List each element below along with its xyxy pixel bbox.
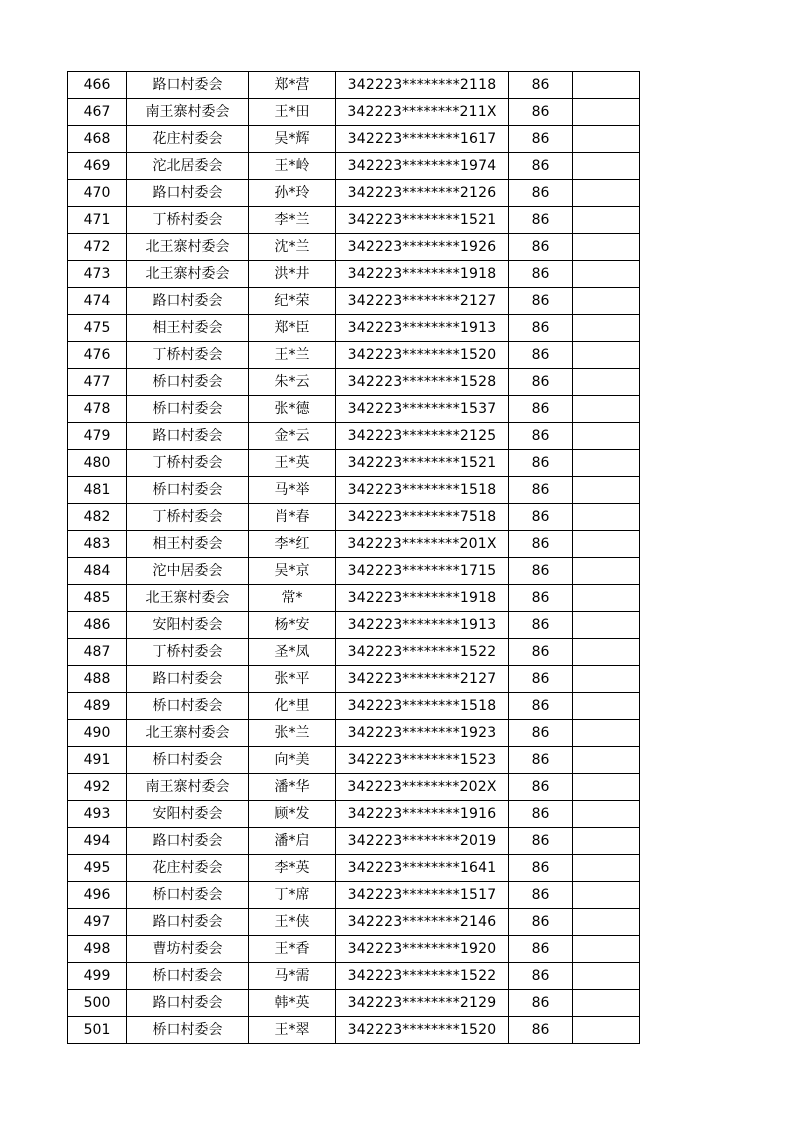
table-row <box>68 450 640 477</box>
row-number-cell: 481 <box>68 477 127 504</box>
score-cell: 86 <box>509 504 573 531</box>
row-number-cell: 478 <box>68 396 127 423</box>
id-number-cell: 342223********2127 <box>336 666 509 693</box>
remark-cell <box>573 666 640 693</box>
committee-cell: 沱中居委会 <box>127 558 249 585</box>
row-number-cell: 496 <box>68 882 127 909</box>
table-row <box>68 774 640 801</box>
committee-cell: 丁桥村委会 <box>127 639 249 666</box>
committee-cell: 桥口村委会 <box>127 396 249 423</box>
id-number-cell: 342223********2118 <box>336 72 509 99</box>
table-row <box>68 639 640 666</box>
committee-cell: 路口村委会 <box>127 288 249 315</box>
row-number-cell: 471 <box>68 207 127 234</box>
committee-cell: 北王寨村委会 <box>127 585 249 612</box>
id-number-cell: 342223********1521 <box>336 207 509 234</box>
remark-cell <box>573 882 640 909</box>
remark-cell <box>573 693 640 720</box>
committee-cell: 桥口村委会 <box>127 747 249 774</box>
score-cell: 86 <box>509 153 573 180</box>
table-row <box>68 855 640 882</box>
score-cell: 86 <box>509 612 573 639</box>
committee-cell: 路口村委会 <box>127 180 249 207</box>
remark-cell <box>573 369 640 396</box>
row-number-cell: 497 <box>68 909 127 936</box>
id-number-cell: 342223********1974 <box>336 153 509 180</box>
person-name-cell: 王*田 <box>249 99 336 126</box>
person-name-cell: 王*英 <box>249 450 336 477</box>
score-cell: 86 <box>509 909 573 936</box>
committee-cell: 丁桥村委会 <box>127 207 249 234</box>
remark-cell <box>573 261 640 288</box>
score-cell: 86 <box>509 585 573 612</box>
score-cell: 86 <box>509 828 573 855</box>
score-cell: 86 <box>509 990 573 1017</box>
score-cell: 86 <box>509 99 573 126</box>
person-name-cell: 纪*荣 <box>249 288 336 315</box>
row-number-cell: 493 <box>68 801 127 828</box>
committee-cell: 北王寨村委会 <box>127 261 249 288</box>
id-number-cell: 342223********1715 <box>336 558 509 585</box>
row-number-cell: 492 <box>68 774 127 801</box>
committee-cell: 路口村委会 <box>127 990 249 1017</box>
id-number-cell: 342223********1913 <box>336 612 509 639</box>
id-number-cell: 342223********1521 <box>336 450 509 477</box>
row-number-cell: 469 <box>68 153 127 180</box>
row-number-cell: 500 <box>68 990 127 1017</box>
remark-cell <box>573 207 640 234</box>
id-number-cell: 342223********7518 <box>336 504 509 531</box>
remark-cell <box>573 612 640 639</box>
row-number-cell: 484 <box>68 558 127 585</box>
row-number-cell: 473 <box>68 261 127 288</box>
table-row <box>68 261 640 288</box>
row-number-cell: 498 <box>68 936 127 963</box>
person-name-cell: 王*香 <box>249 936 336 963</box>
person-name-cell: 张*德 <box>249 396 336 423</box>
id-number-cell: 342223********1913 <box>336 315 509 342</box>
id-number-cell: 342223********1920 <box>336 936 509 963</box>
score-cell: 86 <box>509 288 573 315</box>
remark-cell <box>573 801 640 828</box>
remark-cell <box>573 909 640 936</box>
person-name-cell: 向*美 <box>249 747 336 774</box>
row-number-cell: 468 <box>68 126 127 153</box>
person-name-cell: 王*翠 <box>249 1017 336 1044</box>
remark-cell <box>573 315 640 342</box>
person-name-cell: 王*侠 <box>249 909 336 936</box>
table-row <box>68 288 640 315</box>
person-name-cell: 顾*发 <box>249 801 336 828</box>
score-cell: 86 <box>509 423 573 450</box>
committee-cell: 花庄村委会 <box>127 855 249 882</box>
row-number-cell: 490 <box>68 720 127 747</box>
row-number-cell: 485 <box>68 585 127 612</box>
person-name-cell: 李*兰 <box>249 207 336 234</box>
remark-cell <box>573 585 640 612</box>
person-name-cell: 潘*华 <box>249 774 336 801</box>
committee-cell: 路口村委会 <box>127 909 249 936</box>
row-number-cell: 499 <box>68 963 127 990</box>
score-cell: 86 <box>509 72 573 99</box>
row-number-cell: 483 <box>68 531 127 558</box>
row-number-cell: 479 <box>68 423 127 450</box>
table-row <box>68 1017 640 1044</box>
remark-cell <box>573 288 640 315</box>
row-number-cell: 470 <box>68 180 127 207</box>
score-cell: 86 <box>509 963 573 990</box>
table-row <box>68 531 640 558</box>
id-number-cell: 342223********1923 <box>336 720 509 747</box>
person-name-cell: 郑*臣 <box>249 315 336 342</box>
row-number-cell: 467 <box>68 99 127 126</box>
score-cell: 86 <box>509 855 573 882</box>
remark-cell <box>573 180 640 207</box>
id-number-cell: 342223********1641 <box>336 855 509 882</box>
remark-cell <box>573 774 640 801</box>
committee-cell: 相王村委会 <box>127 531 249 558</box>
score-cell: 86 <box>509 558 573 585</box>
remark-cell <box>573 531 640 558</box>
person-name-cell: 王*兰 <box>249 342 336 369</box>
committee-cell: 丁桥村委会 <box>127 342 249 369</box>
committee-cell: 路口村委会 <box>127 666 249 693</box>
table-row <box>68 207 640 234</box>
row-number-cell: 476 <box>68 342 127 369</box>
roster-table <box>67 71 640 1044</box>
roster-body <box>68 72 640 1044</box>
id-number-cell: 342223********1522 <box>336 639 509 666</box>
table-row <box>68 369 640 396</box>
id-number-cell: 342223********2126 <box>336 180 509 207</box>
committee-cell: 南王寨村委会 <box>127 99 249 126</box>
remark-cell <box>573 99 640 126</box>
committee-cell: 南王寨村委会 <box>127 774 249 801</box>
person-name-cell: 张*平 <box>249 666 336 693</box>
table-row <box>68 126 640 153</box>
score-cell: 86 <box>509 477 573 504</box>
id-number-cell: 342223********2125 <box>336 423 509 450</box>
row-number-cell: 494 <box>68 828 127 855</box>
committee-cell: 丁桥村委会 <box>127 450 249 477</box>
remark-cell <box>573 72 640 99</box>
id-number-cell: 342223********202X <box>336 774 509 801</box>
person-name-cell: 韩*英 <box>249 990 336 1017</box>
committee-cell: 曹坊村委会 <box>127 936 249 963</box>
table-row <box>68 423 640 450</box>
remark-cell <box>573 855 640 882</box>
table-row <box>68 99 640 126</box>
table-row <box>68 963 640 990</box>
committee-cell: 安阳村委会 <box>127 612 249 639</box>
id-number-cell: 342223********1518 <box>336 693 509 720</box>
id-number-cell: 342223********1520 <box>336 342 509 369</box>
table-row <box>68 747 640 774</box>
table-row <box>68 801 640 828</box>
person-name-cell: 孙*玲 <box>249 180 336 207</box>
id-number-cell: 342223********2127 <box>336 288 509 315</box>
remark-cell <box>573 342 640 369</box>
table-row <box>68 585 640 612</box>
person-name-cell: 吴*京 <box>249 558 336 585</box>
score-cell: 86 <box>509 747 573 774</box>
remark-cell <box>573 936 640 963</box>
score-cell: 86 <box>509 369 573 396</box>
table-row <box>68 882 640 909</box>
score-cell: 86 <box>509 720 573 747</box>
id-number-cell: 342223********1918 <box>336 261 509 288</box>
committee-cell: 北王寨村委会 <box>127 720 249 747</box>
score-cell: 86 <box>509 315 573 342</box>
remark-cell <box>573 153 640 180</box>
id-number-cell: 342223********1537 <box>336 396 509 423</box>
table-row <box>68 558 640 585</box>
person-name-cell: 化*里 <box>249 693 336 720</box>
table-row <box>68 936 640 963</box>
person-name-cell: 郑*营 <box>249 72 336 99</box>
score-cell: 86 <box>509 693 573 720</box>
table-row <box>68 666 640 693</box>
remark-cell <box>573 234 640 261</box>
remark-cell <box>573 828 640 855</box>
id-number-cell: 342223********1617 <box>336 126 509 153</box>
score-cell: 86 <box>509 1017 573 1044</box>
row-number-cell: 488 <box>68 666 127 693</box>
score-cell: 86 <box>509 207 573 234</box>
person-name-cell: 丁*席 <box>249 882 336 909</box>
score-cell: 86 <box>509 531 573 558</box>
row-number-cell: 480 <box>68 450 127 477</box>
row-number-cell: 486 <box>68 612 127 639</box>
table-row <box>68 153 640 180</box>
person-name-cell: 朱*云 <box>249 369 336 396</box>
table-row <box>68 234 640 261</box>
committee-cell: 相王村委会 <box>127 315 249 342</box>
row-number-cell: 501 <box>68 1017 127 1044</box>
person-name-cell: 杨*安 <box>249 612 336 639</box>
table-row <box>68 396 640 423</box>
id-number-cell: 342223********1518 <box>336 477 509 504</box>
score-cell: 86 <box>509 234 573 261</box>
remark-cell <box>573 747 640 774</box>
id-number-cell: 342223********1517 <box>336 882 509 909</box>
table-row <box>68 828 640 855</box>
remark-cell <box>573 990 640 1017</box>
score-cell: 86 <box>509 666 573 693</box>
score-cell: 86 <box>509 450 573 477</box>
score-cell: 86 <box>509 261 573 288</box>
table-row <box>68 180 640 207</box>
id-number-cell: 342223********1522 <box>336 963 509 990</box>
committee-cell: 路口村委会 <box>127 423 249 450</box>
person-name-cell: 圣*凤 <box>249 639 336 666</box>
remark-cell <box>573 963 640 990</box>
remark-cell <box>573 396 640 423</box>
person-name-cell: 马*需 <box>249 963 336 990</box>
row-number-cell: 477 <box>68 369 127 396</box>
id-number-cell: 342223********211X <box>336 99 509 126</box>
person-name-cell: 肖*春 <box>249 504 336 531</box>
score-cell: 86 <box>509 342 573 369</box>
remark-cell <box>573 504 640 531</box>
remark-cell <box>573 126 640 153</box>
committee-cell: 桥口村委会 <box>127 369 249 396</box>
table-row <box>68 720 640 747</box>
person-name-cell: 张*兰 <box>249 720 336 747</box>
score-cell: 86 <box>509 801 573 828</box>
person-name-cell: 沈*兰 <box>249 234 336 261</box>
score-cell: 86 <box>509 396 573 423</box>
remark-cell <box>573 423 640 450</box>
remark-cell <box>573 1017 640 1044</box>
id-number-cell: 342223********1528 <box>336 369 509 396</box>
person-name-cell: 吴*辉 <box>249 126 336 153</box>
score-cell: 86 <box>509 774 573 801</box>
committee-cell: 花庄村委会 <box>127 126 249 153</box>
remark-cell <box>573 477 640 504</box>
row-number-cell: 472 <box>68 234 127 261</box>
remark-cell <box>573 720 640 747</box>
score-cell: 86 <box>509 936 573 963</box>
table-row <box>68 504 640 531</box>
id-number-cell: 342223********2129 <box>336 990 509 1017</box>
row-number-cell: 495 <box>68 855 127 882</box>
committee-cell: 路口村委会 <box>127 828 249 855</box>
row-number-cell: 475 <box>68 315 127 342</box>
committee-cell: 安阳村委会 <box>127 801 249 828</box>
table-row <box>68 909 640 936</box>
score-cell: 86 <box>509 882 573 909</box>
id-number-cell: 342223********201X <box>336 531 509 558</box>
committee-cell: 桥口村委会 <box>127 963 249 990</box>
person-name-cell: 王*岭 <box>249 153 336 180</box>
score-cell: 86 <box>509 639 573 666</box>
table-row <box>68 990 640 1017</box>
remark-cell <box>573 450 640 477</box>
table-row <box>68 693 640 720</box>
row-number-cell: 489 <box>68 693 127 720</box>
id-number-cell: 342223********2146 <box>336 909 509 936</box>
committee-cell: 路口村委会 <box>127 72 249 99</box>
row-number-cell: 491 <box>68 747 127 774</box>
committee-cell: 桥口村委会 <box>127 693 249 720</box>
id-number-cell: 342223********1523 <box>336 747 509 774</box>
remark-cell <box>573 639 640 666</box>
table-row <box>68 342 640 369</box>
table-row <box>68 477 640 504</box>
person-name-cell: 李*红 <box>249 531 336 558</box>
person-name-cell: 金*云 <box>249 423 336 450</box>
id-number-cell: 342223********1926 <box>336 234 509 261</box>
id-number-cell: 342223********1918 <box>336 585 509 612</box>
person-name-cell: 洪*井 <box>249 261 336 288</box>
committee-cell: 桥口村委会 <box>127 1017 249 1044</box>
row-number-cell: 466 <box>68 72 127 99</box>
table-row <box>68 612 640 639</box>
table-row <box>68 315 640 342</box>
table-row <box>68 72 640 99</box>
score-cell: 86 <box>509 126 573 153</box>
person-name-cell: 常* <box>249 585 336 612</box>
person-name-cell: 李*英 <box>249 855 336 882</box>
committee-cell: 桥口村委会 <box>127 477 249 504</box>
committee-cell: 沱北居委会 <box>127 153 249 180</box>
committee-cell: 丁桥村委会 <box>127 504 249 531</box>
id-number-cell: 342223********1916 <box>336 801 509 828</box>
row-number-cell: 487 <box>68 639 127 666</box>
committee-cell: 北王寨村委会 <box>127 234 249 261</box>
row-number-cell: 474 <box>68 288 127 315</box>
committee-cell: 桥口村委会 <box>127 882 249 909</box>
remark-cell <box>573 558 640 585</box>
id-number-cell: 342223********2019 <box>336 828 509 855</box>
person-name-cell: 马*举 <box>249 477 336 504</box>
id-number-cell: 342223********1520 <box>336 1017 509 1044</box>
row-number-cell: 482 <box>68 504 127 531</box>
score-cell: 86 <box>509 180 573 207</box>
person-name-cell: 潘*启 <box>249 828 336 855</box>
